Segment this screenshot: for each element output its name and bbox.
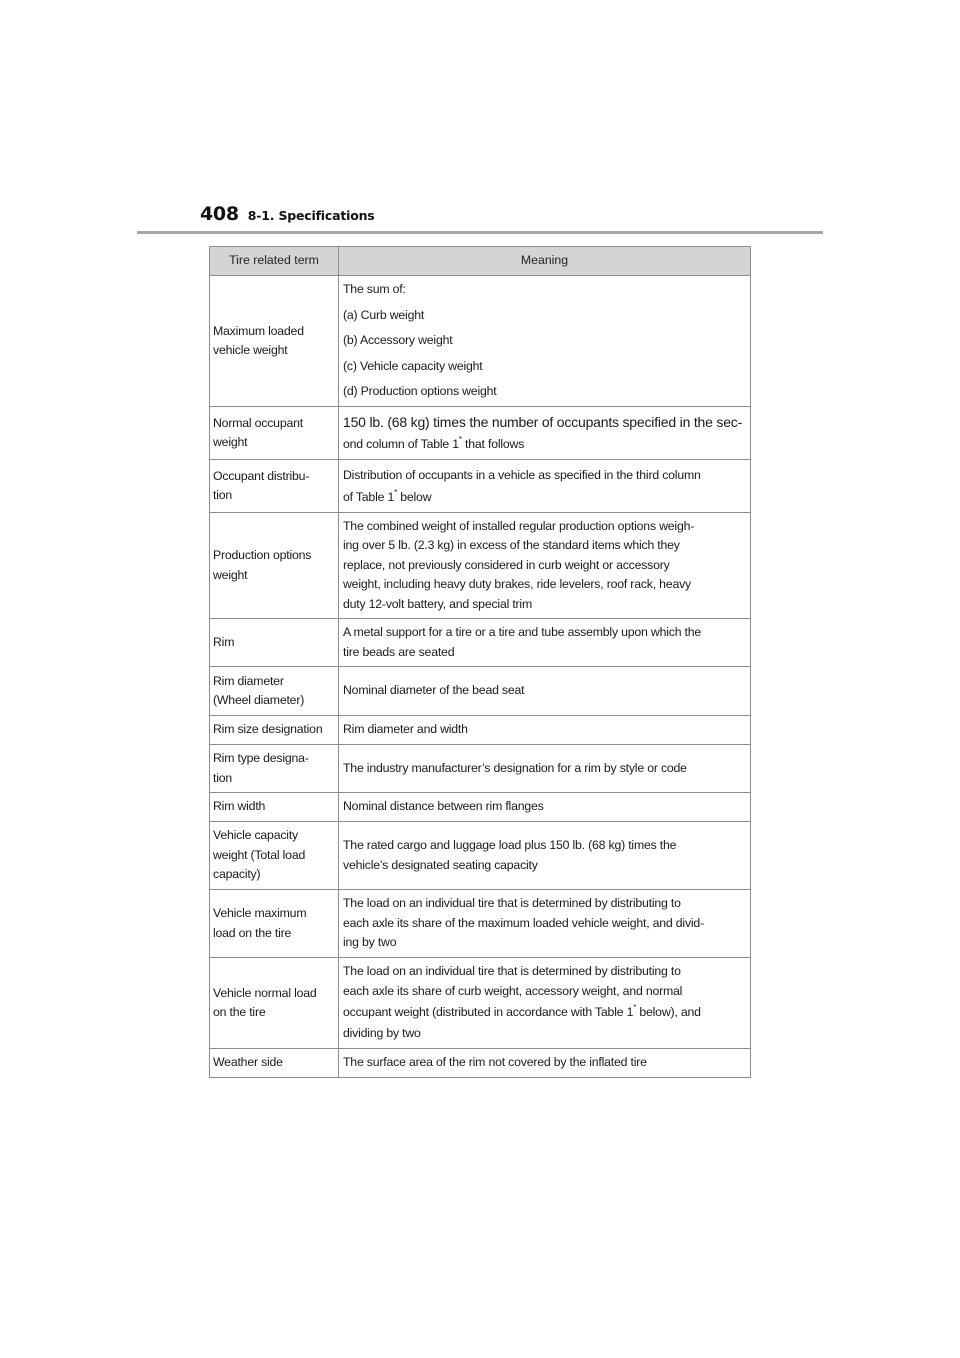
term-text: Rim width — [213, 799, 266, 814]
meaning-text: 150 lb. (68 kg) times the number of occupants specified in the sec- — [343, 414, 743, 430]
term-text: Normal occupant — [213, 415, 303, 430]
footnote-marker: * — [458, 435, 462, 444]
meaning-cell — [339, 460, 751, 513]
meaning-cell — [339, 822, 751, 890]
table-header-row — [210, 247, 751, 276]
table-row — [210, 822, 751, 890]
meaning-text: Nominal distance between rim flanges — [343, 799, 544, 814]
term-cell — [210, 619, 339, 667]
table-row — [210, 667, 751, 716]
term-text: vehicle weight — [213, 343, 288, 357]
meaning-text: The sum of: — [343, 282, 406, 297]
table-row — [210, 1049, 751, 1078]
term-text: Rim diameter — [213, 673, 284, 688]
table-row — [210, 276, 751, 407]
meaning-text: The load on an individual tire that is determined by distributing to — [343, 964, 681, 979]
meaning-text: Rim diameter and width — [343, 722, 468, 737]
term-text: weight (Total load — [213, 847, 306, 862]
term-cell — [210, 793, 339, 822]
term-cell — [210, 890, 339, 958]
meaning-text: The load on an individual tire that is determined by distributing to — [343, 896, 681, 911]
term-cell — [210, 1049, 339, 1078]
meaning-cell — [339, 716, 751, 745]
footnote-marker: * — [394, 488, 398, 497]
term-text: Rim type designa- — [213, 751, 309, 765]
term-cell — [210, 745, 339, 793]
term-text: capacity) — [213, 867, 261, 882]
page-header — [200, 203, 375, 233]
meaning-text: The surface area of the rim not covered by the inflated tire — [343, 1055, 647, 1070]
meaning-cell — [339, 513, 751, 619]
term-cell — [210, 407, 339, 460]
meaning-text: ond column of Table 1 — [343, 437, 459, 451]
term-cell — [210, 822, 339, 890]
table-row — [210, 745, 751, 793]
meaning-text: of Table 1 — [343, 490, 395, 504]
meaning-cell — [339, 407, 751, 460]
meaning-text: A metal support for a tire or a tire and tube assembly upon which the — [343, 625, 702, 639]
meaning-text: replace, not previously considered in curb weight or accessory — [343, 557, 670, 572]
meaning-text: below — [397, 490, 432, 504]
term-text: weight — [213, 567, 248, 582]
tire-terms-table — [209, 246, 751, 1078]
meaning-text: below), and — [636, 1005, 701, 1020]
term-text: tion — [213, 770, 233, 785]
table-row — [210, 958, 751, 1049]
footnote-marker: * — [633, 1003, 637, 1013]
header-divider — [137, 231, 823, 234]
meaning-text: duty 12-volt battery, and special trim — [343, 596, 533, 611]
table-row — [210, 460, 751, 513]
meaning-text: The combined weight of installed regular production options weigh- — [343, 518, 695, 533]
meaning-text: tire beads are seated — [343, 644, 455, 659]
column-header-meaning: Meaning — [339, 247, 751, 276]
term-text: Rim size designation — [213, 722, 323, 737]
meaning-text: occupant weight (distributed in accordance with Table 1 — [343, 1005, 634, 1020]
table-row — [210, 890, 751, 958]
term-text: load on the tire — [213, 925, 292, 940]
meaning-cell — [339, 890, 751, 958]
meaning-text: that follows — [461, 437, 525, 451]
meaning-cell — [339, 667, 751, 716]
table-row — [210, 793, 751, 822]
term-text: (Wheel diameter) — [213, 693, 305, 707]
table-row — [210, 407, 751, 460]
term-text: Maximum loaded — [213, 323, 304, 338]
term-cell — [210, 958, 339, 1049]
term-cell — [210, 513, 339, 619]
meaning-text: Distribution of occupants in a vehicle as specified in the third column — [343, 468, 701, 482]
term-text: Vehicle maximum — [213, 906, 307, 920]
page-number: 408 — [200, 203, 239, 225]
table-row — [210, 513, 751, 619]
meaning-text: vehicle’s designated seating capacity — [343, 857, 538, 872]
meaning-cell — [339, 745, 751, 793]
meaning-text: Nominal diameter of the bead seat — [343, 683, 525, 698]
meaning-text: ing over 5 lb. (2.3 kg) in excess of the standard items which they — [343, 538, 680, 553]
table-row — [210, 716, 751, 745]
meaning-text: (d) Production options weight — [343, 384, 497, 399]
term-text: Vehicle capacity — [213, 828, 298, 843]
term-cell — [210, 460, 339, 513]
term-text: weight — [213, 435, 248, 449]
term-text: on the tire — [213, 1005, 266, 1019]
term-cell — [210, 716, 339, 745]
meaning-cell — [339, 1049, 751, 1078]
meaning-cell — [339, 958, 751, 1049]
meaning-text: The rated cargo and luggage load plus 150 lb. (68 kg) times the — [343, 838, 677, 852]
meaning-text: each axle its share of the maximum loaded vehicle weight, and divid- — [343, 915, 704, 930]
column-header-term: Tire related term — [210, 247, 339, 276]
meaning-text: ing by two — [343, 935, 397, 950]
term-text: Weather side — [213, 1055, 283, 1070]
meaning-cell — [339, 793, 751, 822]
term-cell — [210, 667, 339, 716]
term-text: Occupant distribu- — [213, 468, 310, 483]
meaning-text: The industry manufacturer’s designation for a rim by style or code — [343, 760, 687, 775]
table-row — [210, 619, 751, 667]
term-cell — [210, 276, 339, 407]
term-text: tion — [213, 488, 233, 502]
meaning-text: (a) Curb weight — [343, 307, 425, 322]
meaning-text: (c) Vehicle capacity weight — [343, 358, 483, 373]
meaning-text: dividing by two — [343, 1026, 421, 1041]
meaning-cell — [339, 276, 751, 407]
meaning-text: weight, including heavy duty brakes, ride levelers, roof rack, heavy — [343, 577, 691, 592]
term-text: Rim — [213, 634, 235, 649]
meaning-cell — [339, 619, 751, 667]
term-text: Vehicle normal load — [213, 985, 317, 1000]
term-text: Production options — [213, 548, 312, 562]
meaning-text: (b) Accessory weight — [343, 333, 453, 348]
meaning-text: each axle its share of curb weight, accessory weight, and normal — [343, 983, 683, 998]
section-title: 8-1. Specifications — [247, 208, 375, 223]
